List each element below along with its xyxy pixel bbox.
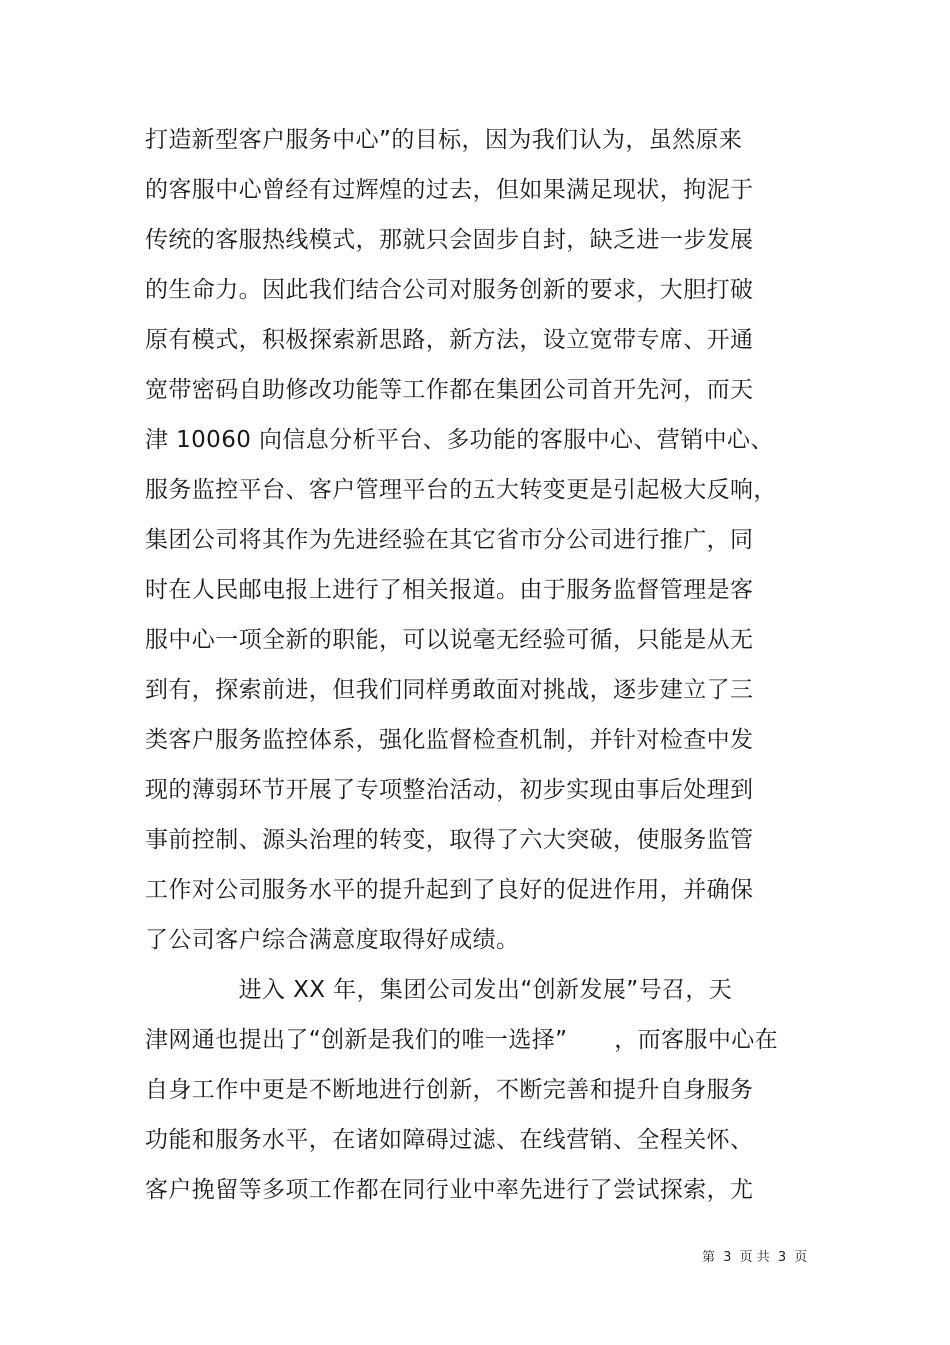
body-line: 津网通也提出了“创新是我们的唯一选择” ，而客服中心在 [145,1027,779,1053]
page-footer [700,1249,809,1267]
page-number: 3 [723,1250,732,1265]
body-line: 自身工作中更是不断地进行创新，不断完善和提升自身服务 [145,1077,754,1103]
body-line: 津 10060 向信息分析平台、多功能的客服中心、营销中心、 [145,427,774,453]
body-line: 现的薄弱环节开展了专项整治活动，初步实现由事后处理到 [145,777,754,803]
body-line: 类客户服务监控体系，强化监督检查机制，并针对检查中发 [145,727,754,753]
body-line: 传统的客服热线模式，那就只会固步自封，缺乏进一步发展 [145,227,754,253]
body-line: 事前控制、源头治理的转变，取得了六大突破，使服务监管 [145,827,754,853]
body-line: 的生命力。因此我们结合公司对服务创新的要求，大胆打破 [145,277,754,303]
body-line: 打造新型客户服务中心”的目标，因为我们认为，虽然原来 [145,127,743,153]
page-total: 3 [777,1250,787,1265]
page-suffix: 页 [794,1250,808,1265]
page-mid: 页 共 [739,1250,770,1265]
body-line: 到有，探索前进，但我们同样勇敢面对挑战，逐步建立了三 [145,677,754,703]
body-line: 功能和服务水平，在诸如障碍过滤、在线营销、全程关怀、 [145,1127,754,1153]
body-line: 服务监控平台、客户管理平台的五大转变更是引起极大反响， [145,477,777,503]
page-prefix: 第 [702,1250,716,1265]
body-line: 了公司客户综合满意度取得好成绩。 [145,927,520,953]
body-line: 服中心一项全新的职能，可以说毫无经验可循，只能是从无 [145,627,754,653]
body-line: 客户挽留等多项工作都在同行业中率先进行了尝试探索，尤 [145,1177,754,1203]
body-line: 的客服中心曾经有过辉煌的过去，但如果满足现状，拘泥于 [145,177,754,203]
body-line: 时在人民邮电报上进行了相关报道。由于服务监督管理是客 [145,577,754,603]
body-line: 工作对公司服务水平的提升起到了良好的促进作用，并确保 [145,877,754,903]
body-line: 集团公司将其作为先进经验在其它省市分公司进行推广，同 [145,527,754,553]
body-line: 宽带密码自助修改功能等工作都在集团公司首开先河，而天 [145,377,754,403]
body-line: 原有模式，积极探索新思路，新方法，设立宽带专席、开通 [145,327,754,353]
body-line: 进入 XX 年，集团公司发出“创新发展”号召，天 [145,977,733,1003]
